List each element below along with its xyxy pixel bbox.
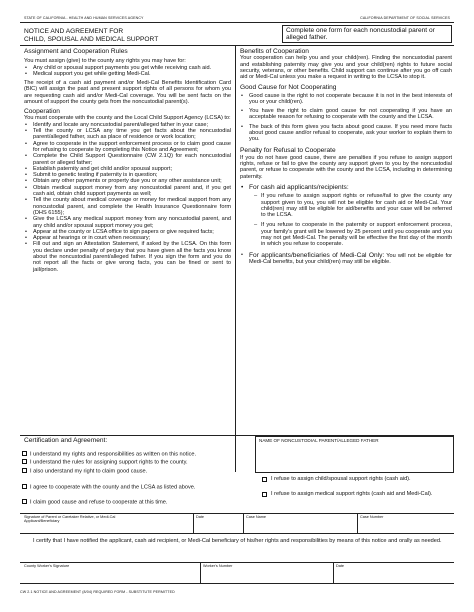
instruction-box — [282, 25, 452, 43]
refuse-assign-checkbox[interactable] — [262, 477, 267, 482]
cooperation-bullet: • Appear at the county or LCSA office to sign papers or give required facts; — [24, 229, 231, 235]
cooperation-bullet: • Tell the county about medical coverage or money for medical support from any noncustodial parent, and complete the Health Insurance Questionnaire form (DHS 6155); — [24, 197, 231, 216]
assignment-bullet: • Medical support you get while getting Medi-Cal. — [24, 71, 231, 77]
top-rule — [20, 45, 454, 46]
cash-aid-item: – If you refuse to assign support rights or refuse/fail to give the county any support given to you, you will not be eligible for cash aid or Medi-Cal. Your child(ren) may still be eligible for aid/benefits and your case will be referred to the LCSA. — [254, 193, 452, 219]
column-divider — [235, 45, 236, 472]
penalty-heading: Penalty for Refusal to Cooperate — [240, 146, 336, 154]
date-label: Date — [196, 514, 205, 519]
good-cause-bullet: • You have the right to claim good cause for not cooperating if you have an acceptable reason for refusing to cooperate with the county and the LCSA. — [240, 108, 452, 121]
medi-cal-paragraph: You will not be eligible for Medi-Cal benefits, but your child(ren) may still be eligible. — [249, 252, 453, 265]
good-cause-heading: Good Cause for Not Cooperating — [240, 84, 337, 92]
cooperation-bullet: • Obtain medical support money from any noncustodial parent and, if you get cash aid, obtain child support payments as well; — [24, 185, 231, 198]
good-cause-bullet: • Good cause is the right to not cooperate because it is not in the best interests of you or your child(ren). — [240, 93, 452, 106]
agreement-checks — [22, 451, 252, 474]
check-row-rights: I understand my rights and responsibilities as written on this notice. — [22, 451, 252, 458]
worker-date-field[interactable] — [333, 562, 454, 583]
cooperation-bullet: • Complete the Child Support Questionnaire (CW 2.1Q) for each noncustodial parent or alleged father; — [24, 153, 231, 166]
worker-signature-label: County Worker's Signature — [24, 563, 70, 568]
check-row-rules: I understand the rules for assigning support rights to the county. — [22, 459, 252, 466]
cooperation-bullet: • Submit to genetic testing if paternity is in question; — [24, 172, 231, 178]
penalty-paragraph: If you do not have good cause, there are penalties if you refuse to assign support rights, refuse or fail to give the county any support given to you by the noncustodial parent, or refuse to cooperate with the county and the LCSA, including in determining paternity. — [240, 154, 452, 180]
good-cause-bullet: • The back of this form gives you facts about good cause. If you need more facts about good cause and/or refusal to cooperate, ask your worker to explain them to you. — [240, 124, 452, 143]
agency-right: CALIFORNIA DEPARTMENT OF SOCIAL SERVICES — [360, 16, 450, 20]
cooperation-bullet: • Appear at hearings or in court when necessary; — [24, 235, 231, 241]
ncp-name-label: NAME OF NONCUSTODIAL PARENT/ALLEGED FATHER — [259, 437, 379, 443]
signature-date-field[interactable] — [193, 513, 243, 533]
header-rule — [20, 22, 454, 23]
cooperation-bullet: • Obtain any other payments or property due you or any other assistance unit; — [24, 178, 231, 184]
good-cause-checkbox[interactable] — [22, 468, 27, 473]
benefits-paragraph: Your cooperation can help you and your child(ren). Finding the noncustodial parent and establishing paternity may give you and your child(ren) rights to future social security, veterans, or other benefits. Child support can continue after you go off cash aid or Medi-Cal unless you make a request in writing to the LCSA to stop it. — [240, 55, 452, 81]
cooperation-intro: You must cooperate with the county and the Local Child Support Agency (LCSA) to: — [24, 115, 231, 122]
medi-cal-heading: For applicants/beneficiaries of Medi-Cal Only: — [249, 251, 385, 259]
benefits-heading: Benefits of Cooperation — [240, 48, 309, 55]
signature-label: Signature of Parent or Caretaker Relative, or Medi-Cal Applicant/Beneficiary — [24, 514, 116, 523]
worker-date-label: Date — [336, 563, 345, 568]
form-title-line2: CHILD, SPOUSAL AND MEDICAL SUPPORT — [24, 35, 159, 43]
cooperation-bullet: • Give the LCSA any medical support money from any noncustodial parent, and any child and/or spousal support money you get; — [24, 216, 231, 229]
applicant-signature-field[interactable] — [20, 513, 193, 533]
cash-aid-item: – If you refuse to cooperate in the paternity or support enforcement process, your family's grant will be lowered by 25 percent until you cooperate and you may not get Medi-Cal. The penalty will be effective the first day of the month in which you refuse to cooperate. — [254, 222, 452, 248]
cash-aid-heading: • For cash aid applicants/recipients: — [240, 184, 452, 191]
medi-cal-block — [240, 252, 452, 266]
refuse-assign-row: I refuse to assign child/spousal support rights (cash aid). — [262, 476, 450, 482]
agree-cooperate-checkbox[interactable] — [22, 484, 27, 489]
cooperation-heading: Cooperation — [24, 108, 60, 116]
left-column — [24, 48, 231, 273]
rights-checkbox[interactable] — [22, 451, 27, 456]
refuse-medical-row: I refuse to assign medical support rights (cash aid and Medi-Cal). — [262, 491, 450, 497]
assignment-paragraph: The receipt of a cash aid payment and/or Medi-Cal Benefits Identification Card (BIC) will assign the past and present support rights of all persons for whom you are requesting cash aid and/or Medi-Cal coverage. You will be sent facts on the amount of support the county gets from the noncustodial parent(s). — [24, 80, 231, 105]
cooperation-bullet: • Identify and locate any noncustodial parent/alleged father in your case; — [24, 122, 231, 128]
agree-cooperate-row: I agree to cooperate with the county and the LCSA as listed above. — [22, 484, 252, 491]
assignment-heading: Assignment and Cooperation Rules — [24, 48, 128, 55]
right-column — [240, 48, 452, 265]
cooperation-bullet: • Fill out and sign an Attestation Statement, if asked by the LCSA. On this form you declare under penalty of perjury that you have given all the facts you know about the noncustodial parent/alleged father. If you sign the form and you do not report all the facts or give wrong facts, you can be fined or sent to jail/prison. — [24, 241, 231, 272]
case-number-label: Case Number — [360, 514, 384, 519]
refuse-medical-checkbox[interactable] — [262, 492, 267, 497]
agreement-heading: Certification and Agreement: — [24, 437, 108, 444]
form-title-line1: NOTICE AND AGREEMENT FOR — [24, 28, 124, 35]
agency-left: STATE OF CALIFORNIA - HEALTH AND HUMAN SERVICES AGENCY — [24, 16, 144, 20]
instruction-text: Complete one form for each noncustodial parent or alleged father. — [286, 27, 435, 42]
assignment-bullet: • Any child or spousal support payments you get while receiving cash aid. — [24, 65, 231, 71]
worker-number-field[interactable] — [200, 562, 333, 583]
case-name-field[interactable] — [243, 513, 357, 533]
case-name-label: Case Name — [246, 514, 267, 519]
check-row-good-cause: I also understand my right to claim good cause. — [22, 468, 252, 475]
cooperation-bullet: • Tell the county or LCSA any time you get facts about the noncustodial parent/alleged father, such as place of residence or work location; — [24, 128, 231, 141]
worker-certification: I certify that I have notified the applicant, cash aid recipient, or Medi-Cal beneficiary of his/her rights and responsibilities by means of this notice and orally as needed. — [33, 538, 442, 544]
claim-good-cause-checkbox[interactable] — [22, 499, 27, 504]
form-id: CW 2.1 NOTICE AND AGREEMENT (8/04) REQUIRED FORM - SUBSTITUTE PERMITTED — [20, 590, 175, 594]
assignment-intro: You must assign (give) to the county any rights you may have for: — [24, 58, 186, 65]
claim-good-cause-row: I claim good cause and refuse to cooperate at this time. — [22, 499, 252, 506]
worker-signature-field[interactable] — [20, 562, 200, 583]
cooperation-bullet: • Agree to cooperate in the support enforcement process or to claim good cause for refusing to cooperate by completing this Notice and Agreement; — [24, 141, 231, 154]
case-number-field[interactable] — [357, 513, 454, 533]
ncp-name-field[interactable] — [255, 436, 454, 473]
cooperation-bullet: • Establish paternity and get child and/or spousal support; — [24, 166, 231, 172]
worker-number-label: Worker's Number — [203, 563, 233, 568]
rules-checkbox[interactable] — [22, 459, 27, 464]
